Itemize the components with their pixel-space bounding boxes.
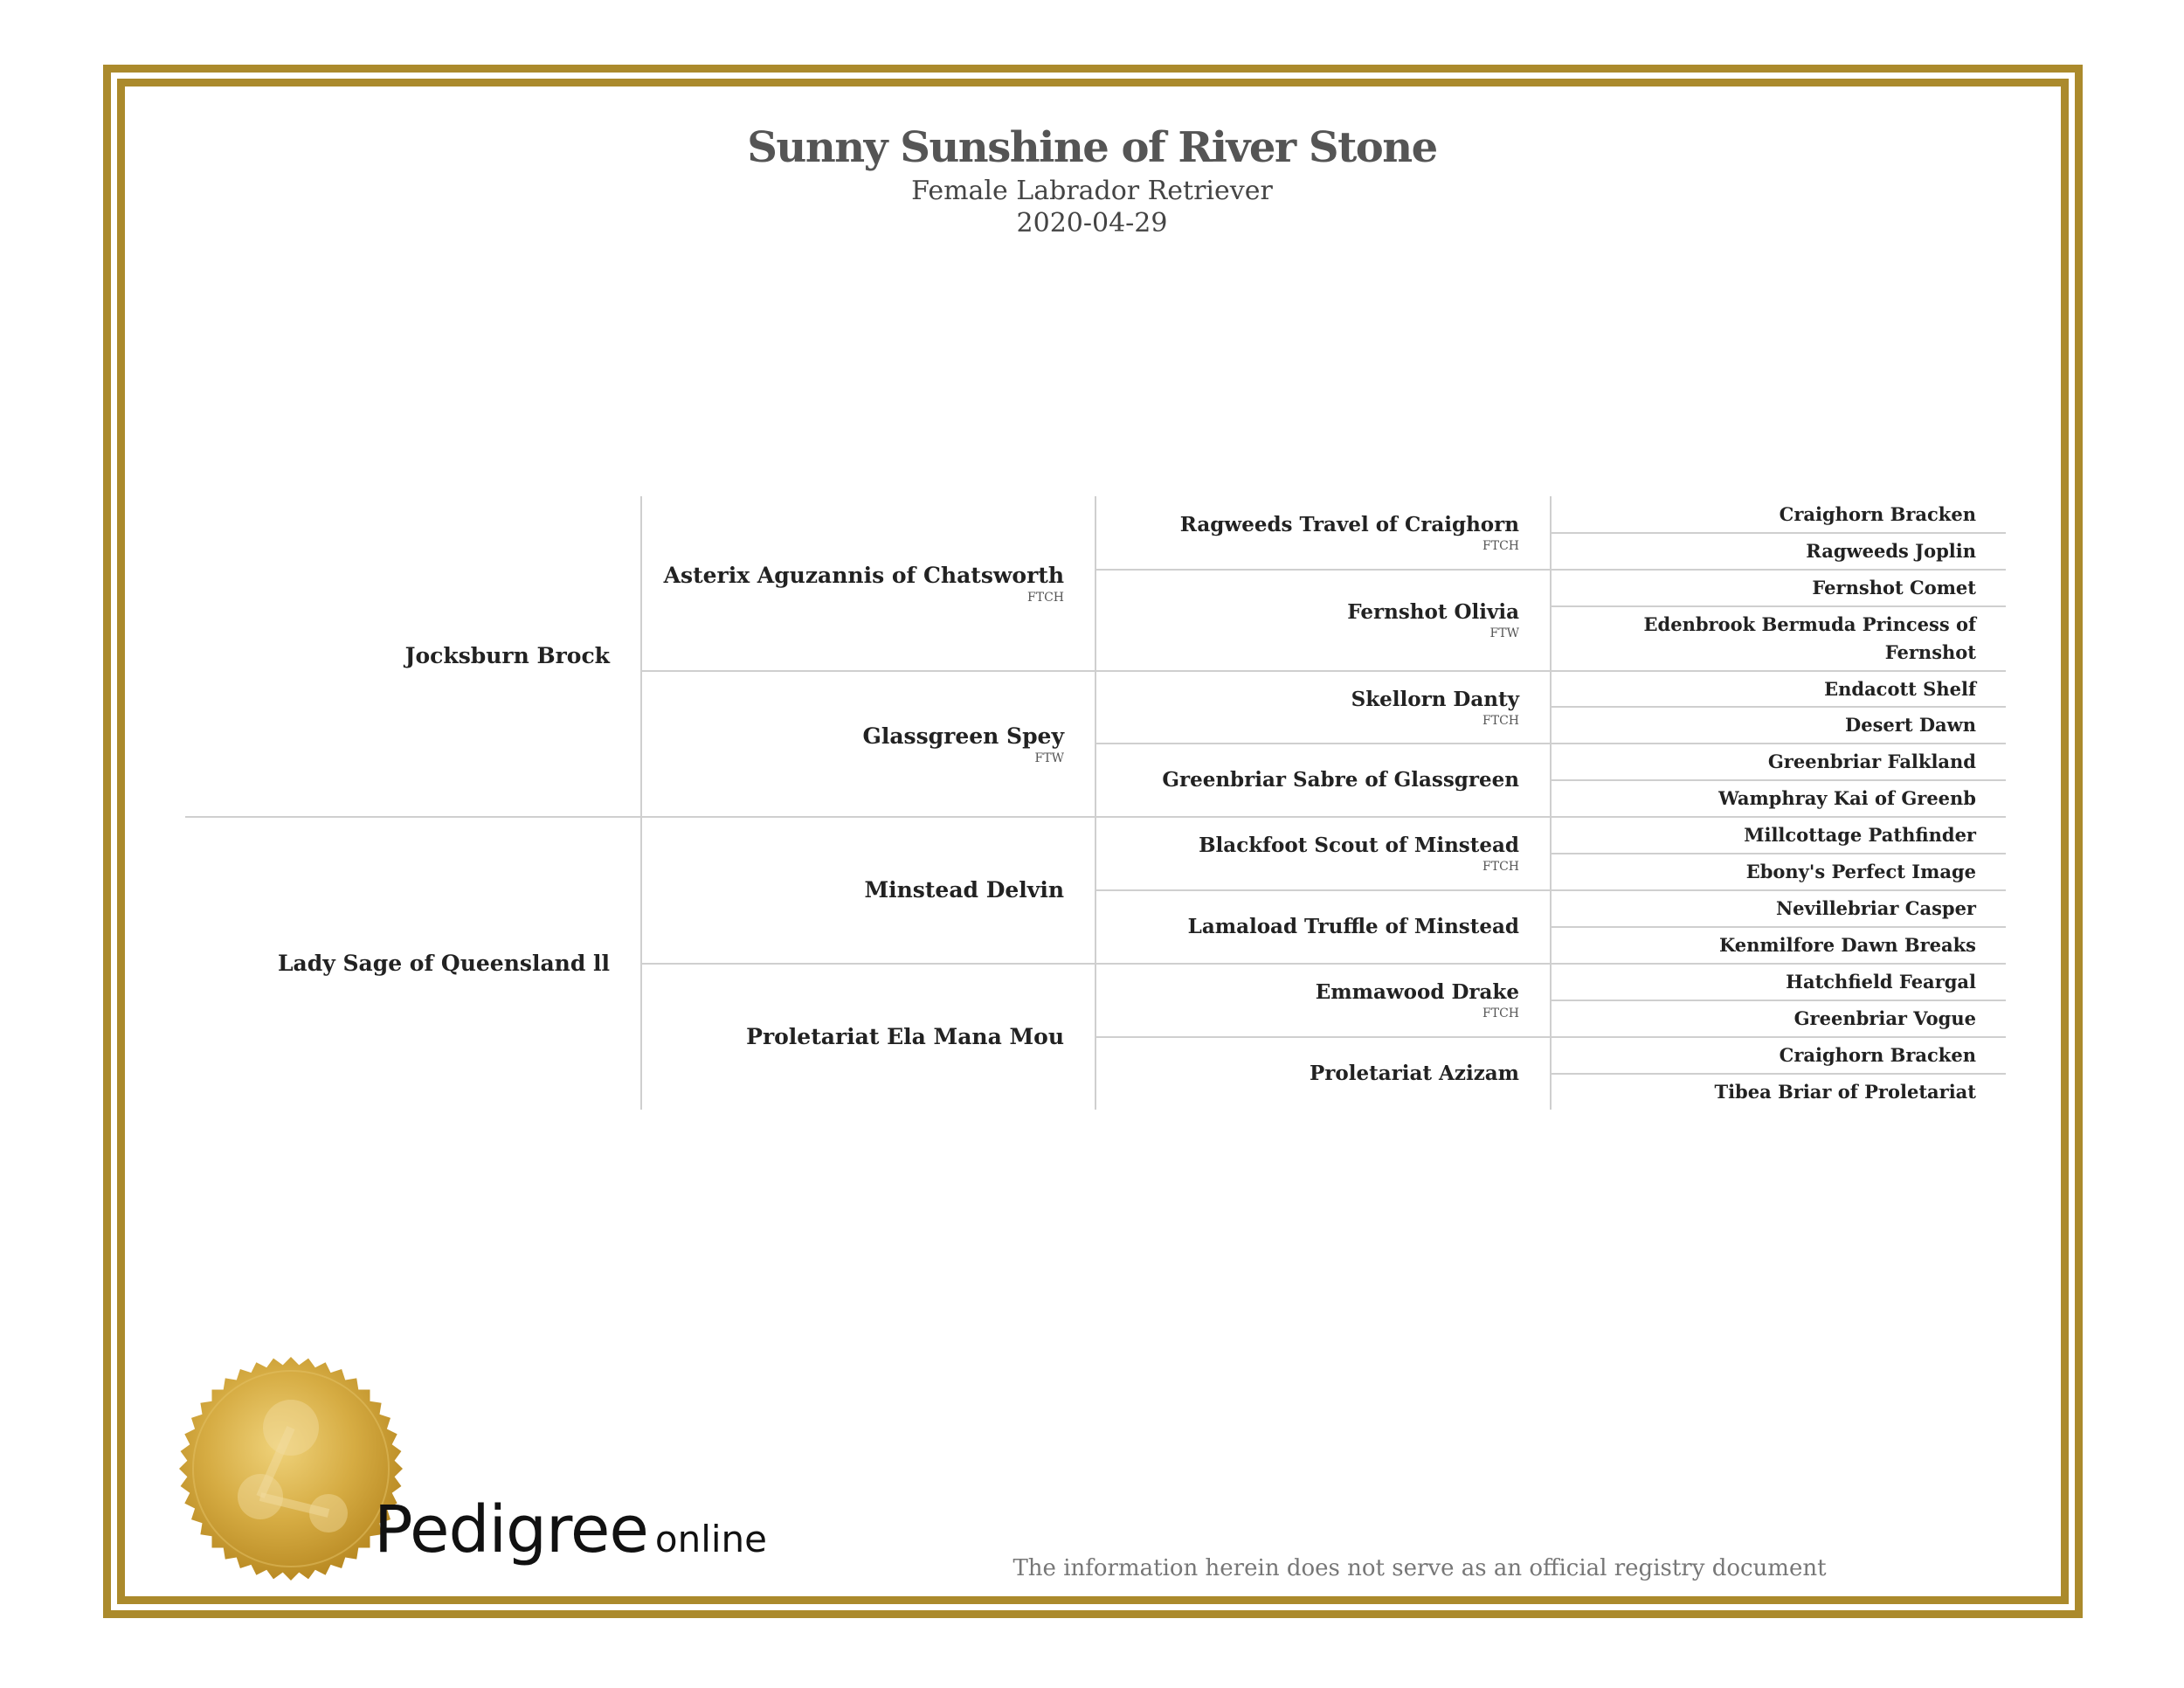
ancestor-title: FTCH <box>1027 590 1064 605</box>
ancestor-name: Lady Sage of Queensland ll <box>277 951 610 976</box>
ancestor-name: Wamphray Kai of Greenb <box>1718 787 1976 809</box>
ancestor-name: Hatchfield Feargal <box>1786 971 1976 993</box>
pedigree-gen4-cell <box>1551 965 2006 1000</box>
pedigree-gen4-cell <box>1551 1075 2006 1110</box>
ancestor-name: Nevillebriar Casper <box>1775 897 1976 919</box>
ancestor-name: Edenbrook Bermuda Princess of Fernshot <box>1643 613 1976 663</box>
ancestor-name: Proletariat Ela Mana Mou <box>746 1024 1064 1049</box>
ancestor-name: Lamaload Truffle of Minstead <box>1187 915 1519 938</box>
ancestor-name: Desert Dawn <box>1845 714 1976 736</box>
ancestor-name: Greenbriar Falkland <box>1767 751 1976 772</box>
pedigree-gen4-cell <box>1551 496 2006 532</box>
ancestor-title: FTCH <box>1482 1007 1519 1020</box>
pedigree-gen2-cell <box>641 965 1095 1110</box>
pedigree-gen4-cell <box>1551 607 2006 670</box>
ancestor-name: Endacott Shelf <box>1824 677 1976 700</box>
ancestor-name: Greenbriar Vogue <box>1794 1007 1976 1029</box>
ancestor-name: Blackfoot Scout of Minstead <box>1199 834 1519 857</box>
pedigree-gen3-cell <box>1095 571 1551 670</box>
ancestor-name: Jocksburn Brock <box>404 643 610 668</box>
dog-name-title: Sunny Sunshine of River Stone <box>747 123 1437 172</box>
pedigree-gen4-cell <box>1551 818 2006 853</box>
pedigree-gen3-cell <box>1095 744 1551 816</box>
ancestor-title: FTW <box>1489 626 1519 640</box>
pedigree-gen3-cell <box>1095 496 1551 569</box>
pedigree-gen4-cell <box>1551 781 2006 816</box>
pedigree-gen2-cell <box>641 672 1095 816</box>
pedigree-gen4-cell <box>1551 1001 2006 1036</box>
ancestor-name: Craighorn Bracken <box>1779 502 1976 525</box>
ancestor-name: Fernshot Olivia <box>1347 600 1519 624</box>
pedigree-gen4-cell <box>1551 928 2006 963</box>
ancestor-title: FTCH <box>1482 713 1519 728</box>
pedigree-dam <box>185 818 641 1110</box>
pedigree-sire <box>185 496 641 816</box>
seal-serrated-edge <box>179 1357 403 1581</box>
ancestor-name: Minstead Delvin <box>864 877 1064 903</box>
ancestor-name: Ebony's Perfect Image <box>1745 861 1976 882</box>
ancestor-name: Fernshot Comet <box>1812 577 1976 598</box>
pedigree-gen4-cell <box>1551 744 2006 779</box>
ancestor-title: FTW <box>1034 751 1064 765</box>
gold-seal-icon <box>176 1354 405 1583</box>
pedigree-gen3-cell <box>1095 672 1551 743</box>
dog-birth-date: 2020-04-29 <box>1016 208 1168 239</box>
pedigree-gen3-cell <box>1095 1038 1551 1110</box>
ancestor-name: Proletariat Azizam <box>1310 1062 1519 1085</box>
ancestor-name: Millcottage Pathfinder <box>1744 824 1976 846</box>
pedigree-gen4-cell <box>1551 672 2006 706</box>
ancestor-name: Emmawood Drake <box>1315 980 1519 1004</box>
pedigree-gen3-cell <box>1095 965 1551 1036</box>
logo-word: Pedigree <box>374 1492 648 1567</box>
ancestor-title: FTCH <box>1482 860 1519 874</box>
ancestor-name: Tibea Briar of Proletariat <box>1714 1081 1976 1103</box>
pedigree-gen4-cell <box>1551 891 2006 926</box>
ancestor-name: Kenmilfore Dawn Breaks <box>1719 934 1976 956</box>
pedigree-gen4-cell <box>1551 1038 2006 1073</box>
logo-suffix: online <box>654 1518 767 1560</box>
dog-sex-breed: Female Labrador Retriever <box>911 176 1273 206</box>
pedigree-gen4-cell <box>1551 708 2006 743</box>
pedigree-gen3-cell <box>1095 891 1551 963</box>
ancestor-name: Glassgreen Spey <box>862 723 1064 749</box>
pedigree-gen4-cell <box>1551 854 2006 889</box>
ancestor-name: Craighorn Bracken <box>1779 1044 1976 1066</box>
pedigree-gen2-cell <box>641 818 1095 963</box>
ancestor-name: Skellorn Danty <box>1351 687 1519 711</box>
registry-disclaimer: The information herein does not serve as an official registry document <box>1013 1555 1827 1581</box>
ancestor-name: Asterix Aguzannis of Chatsworth <box>663 562 1064 588</box>
pedigree-gen4-cell <box>1551 571 2006 605</box>
pedigree-gen4-cell <box>1551 534 2006 569</box>
ancestor-title: FTCH <box>1482 538 1519 553</box>
pedigree-gen2-cell <box>641 496 1095 670</box>
ancestor-name: Ragweeds Joplin <box>1806 540 1976 562</box>
ancestor-name: Greenbriar Sabre of Glassgreen <box>1162 768 1519 792</box>
pedigree-online-logo <box>374 1492 767 1567</box>
ancestor-name: Ragweeds Travel of Craighorn <box>1179 512 1519 536</box>
pedigree-gen3-cell <box>1095 818 1551 889</box>
certificate-header <box>0 121 2184 239</box>
